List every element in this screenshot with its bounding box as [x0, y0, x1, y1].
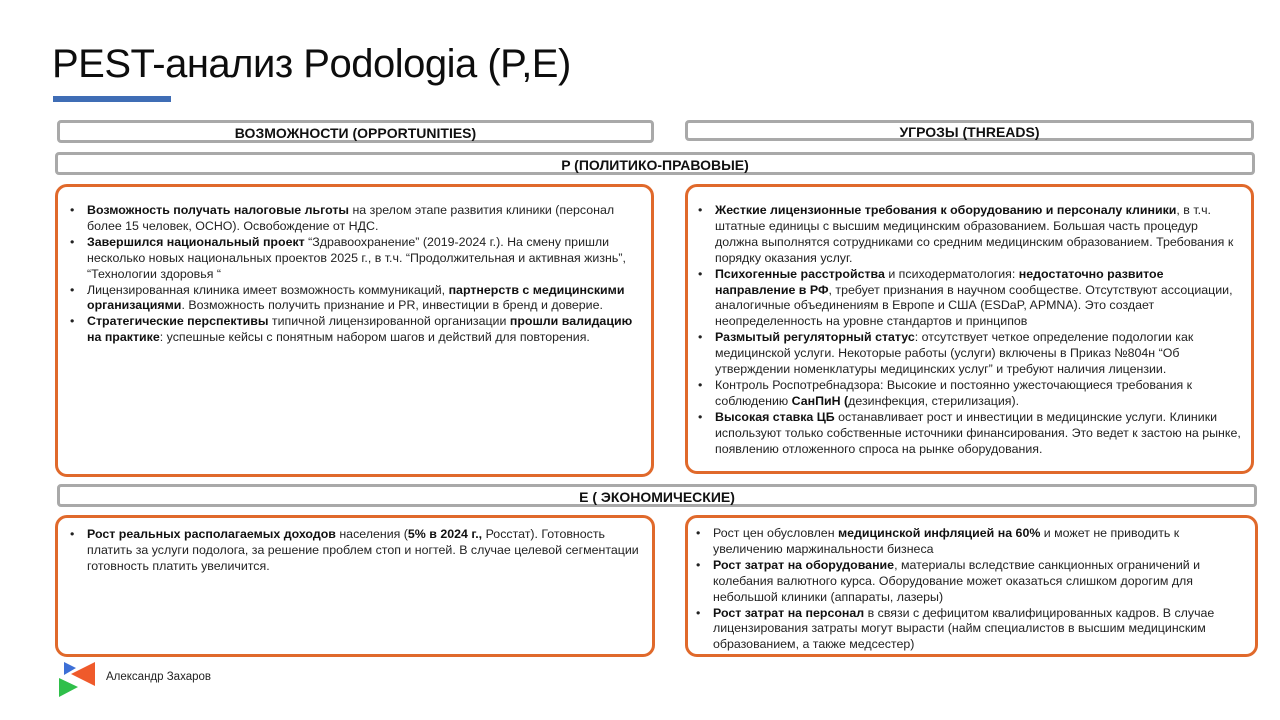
bullet-item [713, 526, 1247, 558]
economic-threats-box [685, 515, 1258, 657]
bullet-item [713, 606, 1247, 654]
text: : отсутствует четкое определение подологии как медицинской услуги. Некоторые работы (услуги) включены в Приказ №804н “Об утверждении номенклатуры медицинских услуг” и требуют наличия лицензии. [715, 330, 1194, 377]
text: Росстат). Готовность платить за услуги подолога, за решение проблем стоп и ногтей. В случае целевой сегментации готовность платить увеличится. [87, 527, 639, 573]
economic-opportunities-box [55, 515, 655, 657]
bold-text: Рост реальных располагаемых доходов [87, 527, 336, 541]
bullet-item [715, 378, 1243, 410]
bullet-item [715, 267, 1243, 331]
bullet-item [715, 203, 1243, 267]
text: Контроль Роспотребнадзора: Высокие и постоянно ужесточающиеся требования к соблюдению [715, 377, 1193, 408]
political-opportunities-box [55, 184, 654, 477]
bullet-item [715, 330, 1243, 378]
text: “Здравоохранение” (2019-2024 г.). На смену пришли несколько новых национальных проектов 2025 г., в т.ч. “Продолжительная и активная жизнь”, “Технологии здоровья “ [87, 234, 626, 281]
author-name: Александр Захаров [106, 671, 211, 683]
text: , требует признания в научном сообществе. Отсутствуют ассоциации, аналогичные объединениям в Европе и США (ESDaP, APMNA). Это создает неопределенность на уровне стандартов и принципов [715, 282, 1233, 329]
political-threats-list [694, 203, 1243, 458]
bullet-item [715, 410, 1243, 458]
bold-text: Стратегические перспективы [87, 314, 269, 329]
bold-text: Рост затрат на персонал [713, 605, 865, 620]
bullet-item [87, 314, 643, 346]
bold-text: СанПиН ( [791, 393, 849, 408]
bullet-item [87, 283, 643, 315]
text: в связи с дефицитом квалифицированных кадров. В случае лицензирования затраты могут вырасти (найм специалистов в высшим медицинским образованием, а также медсестер) [713, 605, 1215, 652]
economic-section-header: Е ( ЭКОНОМИЧЕСКИЕ) [57, 484, 1257, 507]
bullet-item [87, 203, 643, 235]
bold-text: прошли валидацию на практике [87, 314, 633, 345]
bold-text: Жесткие лицензионные требования к оборудованию и персоналу клиники [715, 203, 1177, 217]
threats-header: УГРОЗЫ (THREADS) [685, 120, 1254, 141]
political-opportunities-list [66, 203, 643, 346]
text: , в т.ч. штатные единицы с высшим медицинским образованием. Большая часть процедур должна выполнятся сотрудниками со средним медицинским образованием. Требования к порядку оказания услуг. [715, 203, 1234, 265]
text: . Возможность получить признание и PR, инвестиции в бренд и доверие. [181, 298, 603, 313]
bullet-item [713, 558, 1247, 606]
bold-text: 5% в 2024 г., [407, 527, 483, 541]
bold-text: Психогенные расстройства [715, 266, 885, 281]
title-underline [53, 96, 171, 102]
bullet-item [87, 235, 643, 283]
text: и психодерматология: [884, 266, 1019, 281]
bold-text: Рост затрат на оборудование [713, 557, 895, 572]
author-logo-icon [58, 660, 96, 698]
bold-text: партнерств с медицинскими организациями [87, 282, 625, 313]
bold-text: медицинской инфляцией на 60% [838, 526, 1041, 540]
text: : успешные кейсы с понятным набором шагов и действий для повторения. [159, 330, 590, 345]
text: Лицензированная клиника имеет возможность коммуникаций, [87, 282, 449, 297]
text: дезинфекция, стерилизация). [848, 393, 1020, 408]
page-title: PEST-анализ Podologia (P,E) [52, 42, 571, 86]
text: на зрелом этапе развития клиники (персонал более 15 человек, ОСНО). Освобождение от НДС. [87, 203, 615, 233]
bold-text: Размытый регуляторный статус [715, 330, 915, 345]
text: Рост цен обусловлен [713, 526, 838, 540]
text: , материалы вследствие санкционных ограничений и колебания валютного курса. Оборудование может оказаться слишком дорогим для небольшой клиники (аппараты, лазеры) [713, 557, 1201, 604]
opportunities-header: ВОЗМОЖНОСТИ (OPPORTUNITIES) [57, 120, 654, 143]
bold-text: Возможность получать налоговые льготы [87, 203, 350, 217]
bold-text: Завершился национальный проект [87, 234, 305, 249]
bullet-item [87, 527, 644, 575]
bold-text: недостаточно развитое направление в РФ [715, 266, 1164, 297]
economic-opportunities-list [66, 527, 644, 575]
bold-text: Высокая ставка ЦБ [715, 409, 835, 424]
political-section-header: P (ПОЛИТИКО-ПРАВОВЫЕ) [55, 152, 1255, 175]
text: и может не приводить к увеличению маржинальности бизнеса [713, 526, 1180, 556]
text: останавливает рост и инвестиции в медицинские услуги. Клиники используют только собственные источники финансирования. Это ведет к застою на рынке, появлению отложенного спроса на рынке оборудования. [715, 409, 1241, 456]
economic-threats-list [692, 526, 1247, 653]
text: населения ( [335, 527, 408, 541]
political-threats-box [685, 184, 1254, 474]
text: типичной лицензированной организации [268, 314, 510, 329]
